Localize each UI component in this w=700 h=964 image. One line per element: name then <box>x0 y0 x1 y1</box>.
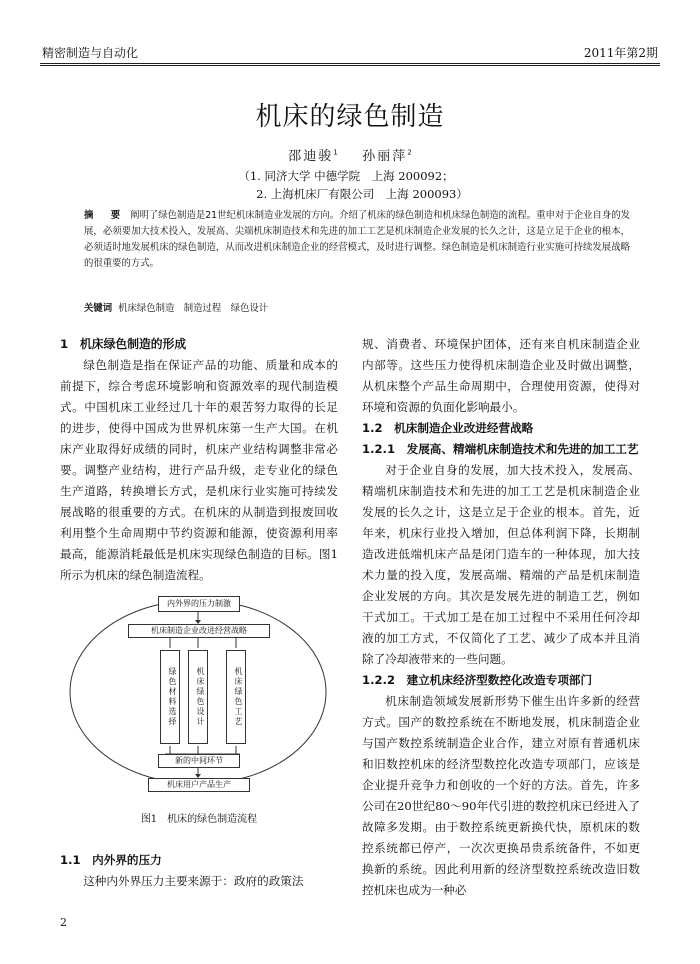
box-green-material: 绿色材料选择 <box>160 650 180 744</box>
affiliation-2: 2. 上海机床厂有限公司 上海 200093） <box>256 187 468 201</box>
box-user-production: 机床用户产品生产 <box>148 778 250 792</box>
figure-1 <box>60 590 338 800</box>
article-title: 机床的绿色制造 <box>255 102 445 132</box>
section-1-1-heading: 1.1 内外界的压力 <box>60 853 162 867</box>
section-1-heading: 1 机床绿色制造的形成 <box>60 337 187 351</box>
section-1-1-paragraph: 这种内外界压力主要来源于：政府的政策法 <box>83 874 304 888</box>
section-1-2-heading: 1.2 机床制造企业改进经营战略 <box>362 421 534 435</box>
author-2: 孙丽萍 <box>362 149 408 164</box>
journal-name: 精密制造与自动化 <box>42 46 139 60</box>
box-improve-strategy: 机床制造企业改进经营战略 <box>128 624 270 638</box>
figure-1-caption: 图1 机床的绿色制造流程 <box>140 814 258 825</box>
box-external-pressure: 内外界的压力制激 <box>158 596 240 612</box>
header-rule <box>40 63 660 64</box>
section-1-paragraph: 绿色制造是指在保证产品的功能、质量和成本的前提下，综合考虑环境影响和资源效率的现代制造模式。中国机床工业经过几十年的艰苦努力取得的长足的进步，使得中国成为世界机床第一生产大国。在机床产业取得好成绩的同时，机床产业结构调整非常必要。调整产业结构，进行产品升级，走专业化的绿色生产道路，转换增长方式，是机床行业实施可持续发展战略的很重要的方式。在机床的从制造到报废回收利用整个生命周期中节约资源和能源，使资源利用率最高，能源消耗最低是机床实现绿色制造的目标。图1所示为机床的绿色制造流程。 <box>60 358 338 582</box>
issue-label: 2011年第2期 <box>583 46 658 60</box>
author-2-sup: 2 <box>407 148 412 157</box>
section-1-2-2-paragraph: 机床制造领域发展新形势下催生出许多新的经营方式。国产的数控系统在不断地发展，机床制造企业与国产数控系统制造企业合作，建立对原有普通机床和旧数控机床的经济型数控化改造专项部门，应该是企业提升竞争力和创收的一个好的方法。首先，许多公司在20世纪80～90年代引进的数控机床已经进入了故障多发期。由于数控系统更新换代快，原机床的数控系统都已停产，一次次更换昂贵系统备件，不如更换新的系统。因此利用新的经济型数控系统改造旧数控机床也成为一种必 <box>362 694 640 897</box>
author-1: 邵迪骏 <box>288 149 334 164</box>
box-intermediate: 新的中间环节 <box>158 754 240 768</box>
box-green-design: 机床绿色设计 <box>188 650 208 744</box>
section-1-2-2-heading: 1.2.2 建立机床经济型数控化改造专项部门 <box>362 673 593 687</box>
keywords-text: 机床绿色制造 制造过程 绿色设计 <box>118 303 269 314</box>
section-1-2-1-heading: 1.2.1 发展高、精端机床制造技术和先进的加工工艺 <box>362 442 639 456</box>
abstract-text: 阐明了绿色制造是21世纪机床制造业发展的方向。介绍了机床的绿色制造和机床绿色制造的流程。重申对于企业自身的发展，必须要加大技术投入，发展高、尖端机床制造技术和先进的加工工艺是机床制造企业发展的长久之计，这是立足于企业的根本，必须适时地发展机床的绿色制造，从而改进机床制造企业的经营模式，及时进行调整。绿色制造是机床制造行业实施可持续发展战略的很重要的方式。 <box>84 210 630 269</box>
keywords <box>84 300 630 314</box>
abstract <box>84 208 630 272</box>
header-rule-thin <box>40 65 660 66</box>
continued-paragraph: 规、消费者、环境保护团体，还有来自机床制造企业内部等。这些压力使得机床制造企业及时做出调整，从机床整个产品生命周期中，合理使用资源，使得对环境和资源的负面化影响最小。 <box>362 337 640 414</box>
abstract-label: 摘 要 <box>84 210 125 221</box>
left-column <box>60 334 338 586</box>
authors <box>0 145 700 164</box>
author-1-sup: 1 <box>333 148 338 157</box>
page-number: 2 <box>60 916 67 929</box>
section-1-2-1-paragraph: 对于企业自身的发展，加大技术投入，发展高、精端机床制造技术和先进的加工工艺是机床制造企业发展的长久之计，这是立足于企业的根本。首先，近年来，机床行业投入增加，但总体利润下降，长期制造改进低端机床产品是闭门造车的一种体现，加大技术力量的投入度，发展高端、精端的产品是机床制造企业发展的方向。其次是发展先进的制造工艺，例如干式加工。干式加工是在加工过程中不采用任何冷却液的加工方式，不仅简化了工艺、减少了成本并且消除了冷却液带来的一些问题。 <box>362 463 640 666</box>
affiliation-1: （1. 同济大学 中德学院 上海 200092； <box>238 169 454 183</box>
left-column-lower <box>60 850 338 892</box>
box-green-process: 机床绿色工艺 <box>226 650 246 744</box>
keywords-label: 关键词 <box>84 303 113 314</box>
right-column <box>362 334 640 901</box>
